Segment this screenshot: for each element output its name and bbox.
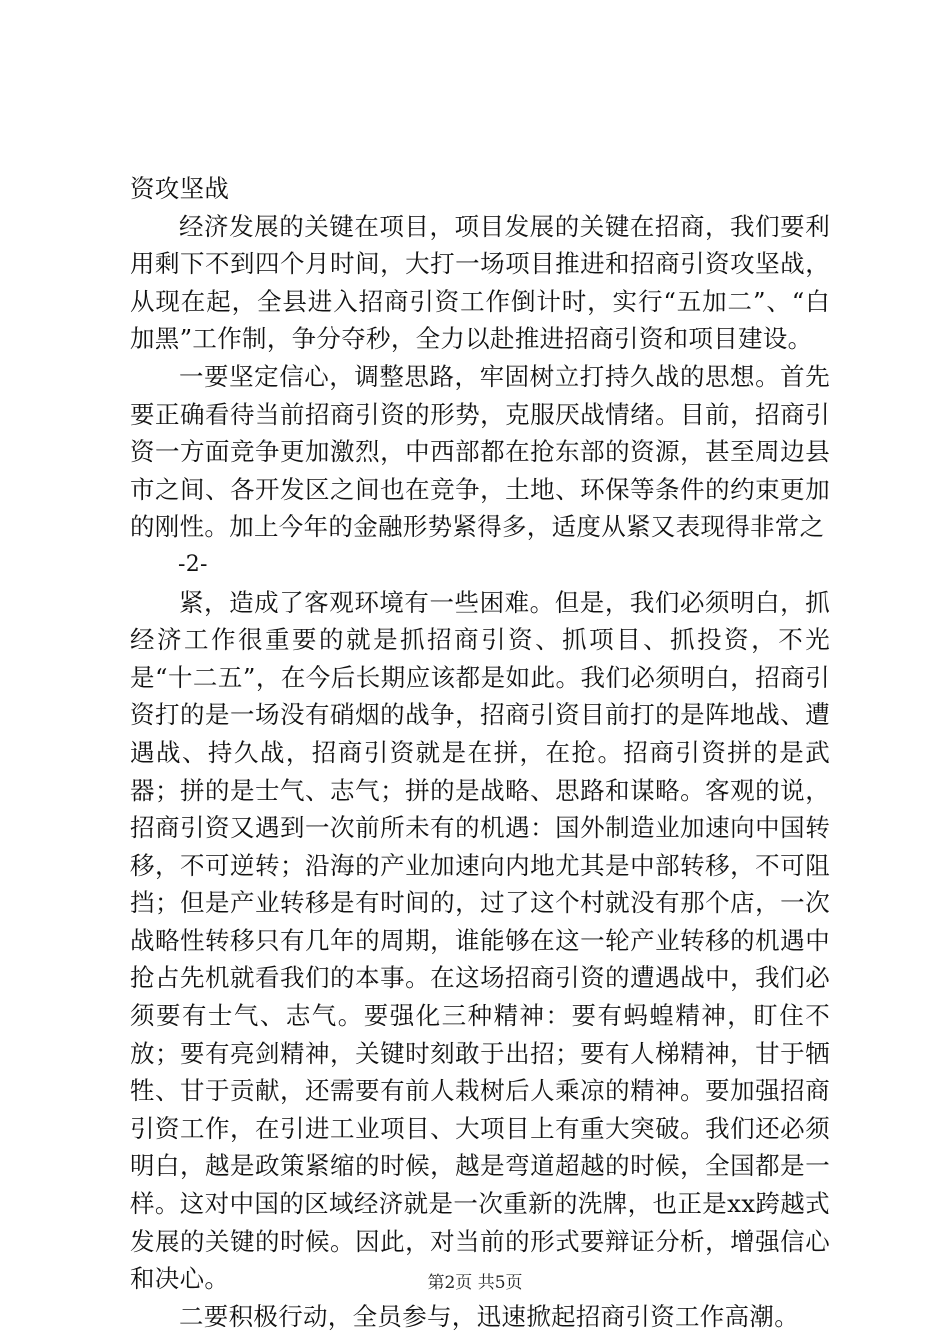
paragraph-continuation: 资攻坚战: [130, 174, 230, 203]
paragraph-point-one: 一要坚定信心，调整思路，牢固树立打持久战的思想。首先要正确看待当前招商引资的形势，克服厌战情绪。目前，招商引资一方面竞争更加激烈，中西部都在抢东部的资源，甚至周边县市之间、各开发区之间也在竞争，土地、环保等条件的约束更加的刚性。加上今年的金融形势紧得多，适度从紧又表现得非常之: [130, 361, 830, 542]
document-body: [130, 170, 830, 1335]
paragraph-point-two: 二要积极行动，全员参与，迅速掀起招商引资工作高潮。: [179, 1301, 799, 1331]
paragraph-intro: 经济发展的关键在项目，项目发展的关键在招商，我们要利用剩下不到四个月时间，大打一场项目推进和招商引资攻坚战，从现在起，全县进入招商引资工作倒计时，实行“五加二”、“白加黑”工作制，争分夺秒，全力以赴推进招商引资和项目建设。: [130, 211, 830, 354]
inline-page-marker: -2-: [178, 551, 208, 577]
paragraph-point-one-continued: 紧，造成了客观环境有一些困难。但是，我们必须明白，抓经济工作很重要的就是抓招商引资、抓项目、抓投资，不光是“十二五”，在今后长期应该都是如此。我们必须明白，招商引资打的是一场没有硝烟的战争，招商引资目前打的是阵地战、遭遇战、持久战，招商引资就是在拼，在抢。招商引资拼的是武器；拼的是士气、志气；拼的是战略、思路和谋略。客观的说，招商引资又遇到一次前所未有的机遇：国外制造业加速向中国转移，不可逆转；沿海的产业加速向内地尤其是中部转移，不可阻挡；但是产业转移是有时间的，过了这个村就没有那个店，一次战略性转移只有几年的周期，谁能够在这一轮产业转移的机遇中抢占先机就看我们的本事。在这场招商引资的遭遇战中，我们必须要有士气、志气。要强化三种精神：要有蚂蝗精神，盯住不放；要有亮剑精神，关键时刻敢于出招；要有人梯精神，甘于牺牲、甘于贡献，还需要有前人栽树后人乘凉的精神。要加强招商引资工作，在引进工业项目、大项目上有重大突破。我们还必须明白，越是政策紧缩的时候，越是弯道超越的时候，全国都是一样。这对中国的区域经济就是一次重新的洗牌，也正是xx跨越式发展的关键的时候。因此，对当前的形式要辩证分析，增强信心和决心。: [130, 587, 830, 1294]
page-footer: 第2页 共5页: [427, 1273, 523, 1293]
